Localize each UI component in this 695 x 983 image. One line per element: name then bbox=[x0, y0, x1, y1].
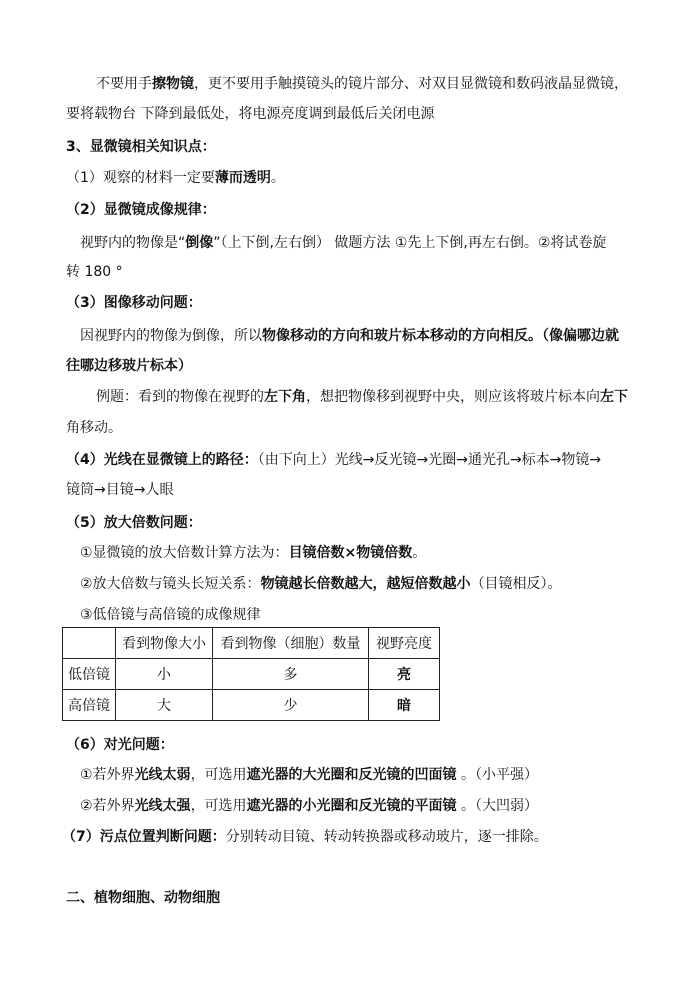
table-header-row bbox=[63, 628, 440, 659]
table-cell: 亮 bbox=[369, 659, 440, 690]
item-1: （1）观察的材料一定要薄而透明。 bbox=[66, 170, 285, 186]
item-2-line2: 转 180 ° bbox=[66, 264, 123, 280]
table-header-cell bbox=[63, 628, 116, 659]
example-line1: 例题：看到的物像在视野的左下角，想把物像移到视野中央，则应该将玻片标本向左下 bbox=[96, 389, 628, 405]
table-cell: 多 bbox=[213, 659, 369, 690]
table-row bbox=[63, 690, 440, 721]
table-cell: 大 bbox=[116, 690, 213, 721]
item-5-sub3: ③低倍镜与高倍镜的成像规律 bbox=[80, 607, 261, 623]
item-3-heading: （3）图像移动问题： bbox=[66, 295, 202, 311]
table-cell: 暗 bbox=[369, 690, 440, 721]
item-4-line2: 镜筒→目镜→人眼 bbox=[66, 482, 174, 498]
example-line2: 角移动。 bbox=[66, 420, 122, 436]
item-5-heading: （5）放大倍数问题： bbox=[66, 515, 202, 531]
table-cell: 高倍镜 bbox=[63, 690, 116, 721]
item-6-sub2: ②若外界光线太强，可选用遮光器的小光圈和反光镜的平面镜 。（大凹弱） bbox=[80, 798, 539, 814]
table-row bbox=[63, 659, 440, 690]
magnification-table bbox=[62, 627, 440, 721]
table-header-cell: 看到物像（细胞）数量 bbox=[213, 628, 369, 659]
item-4-line1: （4）光线在显微镜上的路径：（由下向上）光线→反光镜→光圈→通光孔→标本→物镜→ bbox=[66, 452, 602, 468]
item-5-sub1: ①显微镜的放大倍数计算方法为：目镜倍数×物镜倍数。 bbox=[80, 545, 427, 561]
item-2-line1: 视野内的物像是“倒像”（上下倒,左右倒） 做题方法 ①先上下倒,再左右倒。②将试卷旋 bbox=[80, 235, 607, 251]
para1-line2: 要将载物台 下降到最低处，将电源亮度调到最低后关闭电源 bbox=[66, 106, 435, 122]
item-7: （7）污点位置判断问题：分别转动目镜、转动转换器或移动玻片，逐一排除。 bbox=[62, 829, 548, 845]
para1-line1: 不要用手擦物镜，更不要用手触摸镜头的镜片部分、对双目显微镜和数码液晶显微镜， bbox=[96, 76, 628, 92]
section-3-heading: 3、显微镜相关知识点： bbox=[66, 139, 216, 155]
item-3-line2: 往哪边移玻片标本） bbox=[66, 358, 192, 374]
item-3-line1: 因视野内的物像为倒像，所以物像移动的方向和玻片标本移动的方向相反。（像偏哪边就 bbox=[80, 328, 619, 344]
table-cell: 少 bbox=[213, 690, 369, 721]
item-6-sub1: ①若外界光线太弱，可选用遮光器的大光圈和反光镜的凹面镜 。（小平强） bbox=[80, 767, 539, 783]
item-6-heading: （6）对光问题： bbox=[66, 737, 174, 753]
item-5-sub2: ②放大倍数与镜头长短关系：物镜越长倍数越大，越短倍数越小（目镜相反）。 bbox=[80, 576, 562, 592]
table-header-cell: 视野亮度 bbox=[369, 628, 440, 659]
table-cell: 小 bbox=[116, 659, 213, 690]
section-2-heading: 二、植物细胞、动物细胞 bbox=[66, 890, 220, 906]
table-header-cell: 看到物像大小 bbox=[116, 628, 213, 659]
table-cell: 低倍镜 bbox=[63, 659, 116, 690]
item-2-heading: （2）显微镜成像规律： bbox=[66, 202, 216, 218]
